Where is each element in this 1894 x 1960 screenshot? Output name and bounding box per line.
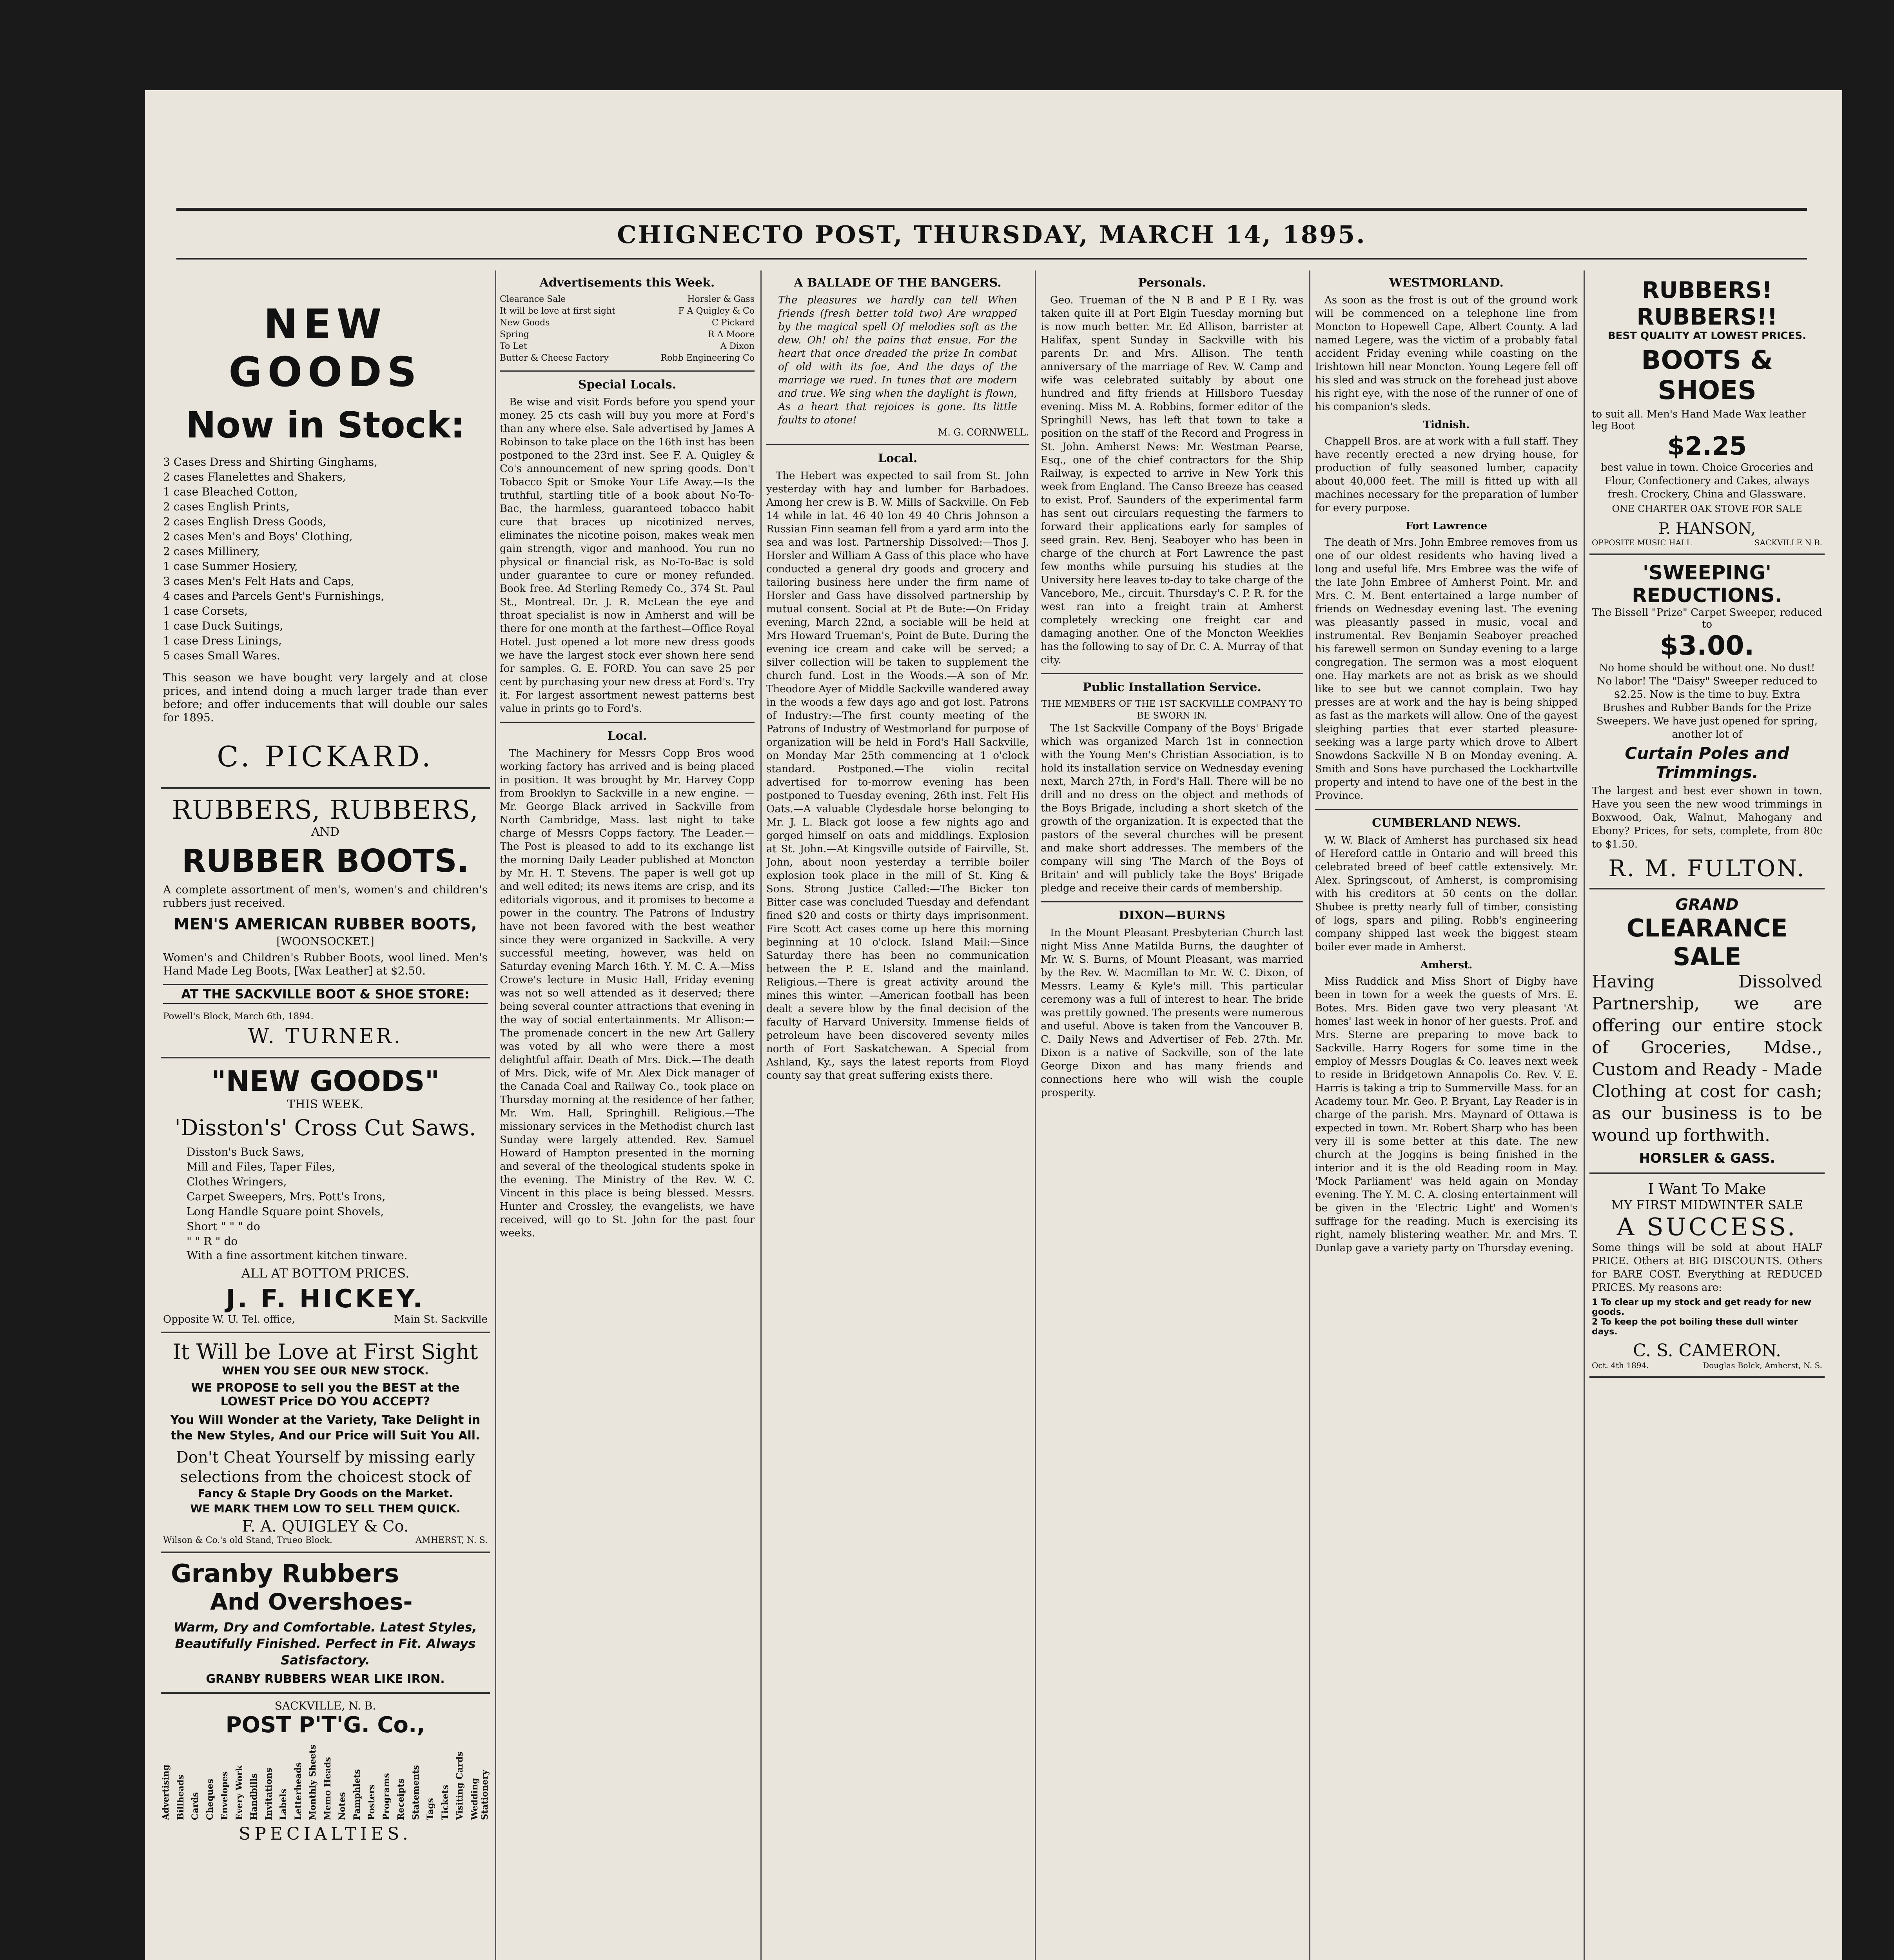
- ad-title: "NEW GOODS": [211, 1065, 440, 1098]
- advertisement-title: It will be love at first sight: [500, 306, 615, 316]
- section-heading: A BALLADE OF THE BANGERS.: [794, 276, 1001, 290]
- ad-date: Oct. 4th 1894.: [1592, 1361, 1649, 1370]
- ad-signature: F. A. QUIGLEY & Co.: [242, 1517, 409, 1535]
- section-heading: Fort Lawrence: [1405, 520, 1488, 532]
- ad-fancy: Fancy & Staple Dry Goods on the Market.: [198, 1487, 453, 1500]
- list-item: 1 case Bleached Cotton,: [163, 485, 298, 498]
- specialty-item: Billheads: [175, 1775, 186, 1820]
- ad-address: [1592, 538, 1822, 547]
- article-text: The Hebert was expected to sail from St. John yesterday with hay and lumber for Barbadoes. Among her crew is B. W. Mills of Sackville. On Feb 14 while in lat. 46 40 lon 49 40 Chris Johnson a Russian Finn seaman fell from a yard arm into the sea and was lost. Partnership Dissolved:—Thos J. Horsler and William A Gass of this place who have conducted a general dry goods and grocery and tailoring business here under the firm name of Horsler and Gass have dissolved partnership by mutual consent. Social at Pt de Bute:—On Friday evening, March 22nd, a sociable will be held at Mrs Howard Trueman's, Point de Bute. During the evening ice cream and cake will be served; a silver collection will be taken to supplement the church fund. Lost in the Woods.—A son of Mr. Theodore Ayer of Middle Sackville wandered away in the woods a few days ago and got lost. Patrons of Industry:—The first county meeting of the Patrons of Industry of Westmorland for purpose of organization will be held in Ford's Hall Sackville, on Monday Mar 25th commencing at 1 o'clock standard. Postponed.—The violin recital advertised for to-morrow evening has been postponed to Tuesday evening, 26th inst. Felt His Oats.—A valuable Clydesdale horse belonging to Mr. J. L. Black got loose a few nights ago and gorged himself on oats and middlings. Explosion at St. John.—At Kingsville outside of Fairville, St. John, about noon yesterday a terrible boiler explosion took place in the mill of St. King & Sons. Strong Justice Called:—The Bicker ton Bitter case was concluded Tuesday and defendant fined $20 and costs or thirty days imprisonment. Fire Scott Act cases come up here this morning beginning at 10 o'clock. Island Mail:—Since Saturday there has been no communication between the P. E. Island and the mainland. Religious.—There is great activity around the mines this winter. —American football has been dealt a severe blow by the final decision of the faculty of Harvard University. Immense fields of petroleum have been discovered seventy miles north of Fort Saskatchewan. A Special from Ashland, Ky., says the latest reports from Floyd county say that great suffering exists there.: [766, 470, 1029, 1082]
- ad-signature: R. M. FULTON.: [1608, 855, 1806, 882]
- article-text: The 1st Sackville Company of the Boys' Brigade which was organized March 1st in connection with the Young Men's Christian Association, is to hold its installation service on Wednesday evening next, March 27th, in Ford's Hall. There will be no drill and no dress on the object and methods of the Boys Brigade, including a short sketch of the growth of the organization. It is expected that the pastors of the several churches will be present and make short addresses. The members of the company will sing 'The March of the Boys of Britain' and will publicly take the Boys' Brigade pledge and receive their cards of membership.: [1041, 722, 1303, 894]
- ad-store: AT THE SACKVILLE BOOT & SHOE STORE:: [163, 984, 488, 1004]
- ad-mark: WE MARK THEM LOW TO SELL THEM QUICK.: [190, 1502, 461, 1515]
- advertiser-name: F A Quigley & Co: [678, 306, 755, 316]
- advertisement-title: Spring: [500, 330, 529, 339]
- section-subheading: THE MEMBERS OF THE 1ST SACKVILLE COMPANY TO BE SWORN IN.: [1041, 699, 1303, 721]
- specialty-item: Notes: [337, 1792, 348, 1820]
- specialty-item: Advertising: [161, 1764, 171, 1820]
- newspaper-page: [145, 90, 1842, 1960]
- ad-hanson: [1589, 270, 1825, 555]
- ad-text: The Bissell "Prize" Carpet Sweeper, reduced to: [1592, 607, 1822, 630]
- ad-title: It Will be Love at First Sight: [172, 1339, 478, 1364]
- ad-reason-1: 1 To clear up my stock and get ready for new goods.: [1592, 1298, 1811, 1317]
- advertisement-index: [500, 294, 755, 364]
- ad-subtitle: WHEN YOU SEE OUR NEW STOCK.: [222, 1364, 429, 1377]
- advertisement-title: Clearance Sale: [500, 294, 566, 304]
- ad-title: CLEARANCE SALE: [1626, 914, 1788, 971]
- list-item: Short " " " do: [187, 1220, 260, 1233]
- specialty-list: [161, 1742, 490, 1820]
- ad-subtitle: Now in Stock:: [185, 404, 465, 446]
- advertiser-name: A Dixon: [720, 341, 755, 351]
- section-heading: Amherst.: [1420, 959, 1473, 971]
- ad-signature: C. S. CAMERON.: [1633, 1341, 1782, 1361]
- divider: [500, 370, 755, 372]
- ad-date: Powell's Block, March 6th, 1894.: [163, 1011, 314, 1022]
- ad-saws: 'Disston's' Cross Cut Saws.: [174, 1115, 476, 1141]
- poem-signature: M. G. CORNWELL.: [938, 427, 1029, 438]
- column-rule: [1035, 270, 1036, 1960]
- list-item: " " R " do: [187, 1235, 238, 1248]
- list-item: 3 cases Men's Felt Hats and Caps,: [163, 575, 354, 588]
- advertisement-row: [500, 305, 755, 317]
- advertisement-row: [500, 294, 755, 305]
- divider: [1315, 809, 1578, 810]
- ad-post-printing: [161, 1694, 490, 1844]
- ad-first: MY FIRST MIDWINTER SALE: [1611, 1198, 1803, 1212]
- specialty-item: Tags: [425, 1798, 436, 1820]
- address-right: AMHERST, N. S.: [415, 1535, 488, 1545]
- article-text: Be wise and visit Fords before you spend your money. 25 cts cash will buy you more at Ford's than any where else. Sale advertised by James A Robinson to take place on the 16th inst has been postponed to the 23rd inst. See F. A. Quigley & Co's announcement of new spring goods. Don't Tobacco Spit or Smoke Your Life Away.—Is the truthful, startling title of a book about No-To-Bac, the harmless, guaranteed tobacco habit cure that braces up nicotinized nerves, eliminates the nicotine poison, makes weak men gain strength, vigor and manhood. You run no physical or financial risk, as No-To-Bac is sold under guarantee to cure or money refunded. Book free. Ad Sterling Remedy Co., 374 St. Paul St., Montreal. Dr. J. R. McLean the eye and throat specialist is now in Amherst and will be there for one month at the farthest—Office Royal Hotel. Just opened a lot more new dress goods we have the largest stock ever shown here send for samples. G. E. FORD. You can save 25 per cent by purchasing your new dress at Ford's. Try it. For largest assortment newest patterns best value in prints go to Ford's.: [500, 396, 755, 715]
- list-item: 4 cases and Parcels Gent's Furnishings,: [163, 590, 385, 603]
- ad-want: I Want To Make: [1648, 1180, 1766, 1198]
- article-text: Chappell Bros. are at work with a full staff. They have recently erected a new drying house, for production of fully seasoned lumber, capacity about 40,000 feet. The mill is fitted up with all machines necessary for the preparation of lumber for every purpose.: [1315, 436, 1578, 514]
- ad-hickey: [161, 1058, 490, 1333]
- ad-success: A SUCCESS.: [1616, 1212, 1798, 1241]
- advertisement-title: New Goods: [500, 318, 550, 328]
- ad-wonder: You Will Wonder at the Variety, Take Delight in the New Styles, And our Price will Suit You All.: [170, 1413, 481, 1443]
- article-text: The Machinery for Messrs Copp Bros wood working factory has arrived and is being placed in position. It was brought by Mr. Harvey Copp from Brooklyn to Sackville in a new engine. —Mr. George Black arrived in Sackville from North Cambridge, Mass. last night to take charge of Messrs Copps factory. The Leader.—The Post is pleased to add to its exchange list the morning Daily Leader published at Moncton by Mr. H. T. Stevens. The paper is well got up and well edited; its news items are crisp, and its editorials vigorous, and it promises to become a power in the country. The Patrons of Industry have not been favored with the best weather since they were organized in Sackville. A very successful meeting, however, was held on Saturday evening March 16th. Y. M. C. A.—Miss Crowe's lecture in Music Hall, Friday evening was not so well attended as it deserved; there being several counter attractions that evening in the way of social entertainments. Mr Allison:—The promenade concert in the new Art Gallery was voted by all who were there a most delightful affair. Death of Mrs. Dick.—The death of Mrs. Dick, wife of Mr. Alex Dick manager of the Canada Coal and Railway Co., took place on Thursday morning at the residence of her father, Mr. Wm. Hall, Springhill. Religious.—The missionary services in the Methodist church last Sunday were largely attended. Rev. Samuel Howard of Hampton presented in the morning and several of the theological students spoke in the evening. The Ministry of the Rev. W. C. Vincent in this place is being blessed. Messrs. Hunter and Crossley, the evangelists, we have received, will go to St. John for the past four weeks.: [500, 748, 755, 1239]
- specialty-item: Receipts: [396, 1779, 406, 1820]
- ad-text: best value in town. Choice Groceries and Flour, Confectionery and Cakes, always fresh. Crockery, China and Glassware.: [1600, 462, 1814, 500]
- advertisement-title: Butter & Cheese Factory: [500, 353, 609, 363]
- specialty-item: Cheques: [205, 1779, 215, 1820]
- list-item: Clothes Wringers,: [187, 1175, 287, 1188]
- ad-text: Some things will be sold at about HALF PRICE. Others at BIG DISCOUNTS. Others for BARE COST. Everything at REDUCED PRICES. My reasons are:: [1592, 1242, 1822, 1294]
- section-heading: Special Locals.: [578, 378, 677, 392]
- specialty-item: Tickets: [440, 1785, 450, 1820]
- list-item: 1 case Corsets,: [163, 604, 248, 617]
- column-4: [1041, 270, 1303, 1960]
- address-right: Douglas Bolck, Amherst, N. S.: [1703, 1361, 1822, 1370]
- specialty-item: Programs: [381, 1773, 392, 1820]
- ad-title: Granby Rubbers: [171, 1559, 399, 1588]
- ad-text: to suit all. Men's Hand Made Wax leather leg Boot: [1592, 408, 1807, 432]
- list-item: Long Handle Square point Shovels,: [187, 1205, 384, 1218]
- column-6-ads: [1589, 270, 1825, 1960]
- specialty-item: Letterheads: [293, 1762, 303, 1820]
- specialty-item: Invitations: [263, 1768, 274, 1820]
- ad-bottom: SPECIALTIES.: [239, 1824, 412, 1844]
- advertiser-name: C Pickard: [711, 318, 755, 328]
- ad-subtitle: And Overshoes-: [210, 1588, 413, 1615]
- ad-text: Having Dissolved Partnership, we are offering our entire stock of Groceries, Mdse., Custom and Ready - Made Clothing at cost for cash; as our business is to be wound up forthwith.: [1592, 972, 1822, 1145]
- ad-fulton: [1589, 555, 1825, 889]
- ad-address: [1592, 1361, 1822, 1370]
- list-item: 2 cases Millinery,: [163, 545, 260, 558]
- section-heading: Tidnish.: [1423, 419, 1470, 431]
- article-text: In the Mount Pleasant Presbyterian Church last night Miss Anne Matilda Burns, the daughter of Mr. W. S. Burns, of Mount Pleasant, was married by the Rev. W. Macmillan to Mr. W. C. Dixon, of Messrs. Leamy & Kyle's mill. This particular ceremony was a full of interest to hear. The bride was prettily gowned. The presents were numerous and useful. Above is taken from the Vancouver B. C. Daily News and Advertiser of Feb. 27th. Mr. Dixon is a native of Sackville, son of the late George Dixon and has many friends and connections here who will wish the couple prosperity.: [1041, 927, 1303, 1099]
- ad-text: The largest and best ever shown in town. Have you seen the new wood trimmings in Boxwood, Oak, Walnut, Mahogany and Ebony? Prices, for sets, complete, from 80c to $1.50.: [1592, 785, 1822, 850]
- section-heading: Personals.: [1138, 276, 1206, 290]
- ad-cheat: Don't Cheat Yourself by missing early selections from the choicest stock of: [176, 1448, 475, 1486]
- article-text: Miss Ruddick and Miss Short of Digby have been in town for a week the guests of Mrs. E. Botes. Mrs. Biden gave two very pleasant 'At homes' last week in honor of her guests. Prof. and Mrs. Sterne are preparing to move back to Sackville. Harry Rogers for some time in the employ of Messrs Douglas & Co. leaves next week to reside in Bridgetown Annapolis Co. Rev. V. E. Harris is taking a trip to Summerville Mass. for an Academy tour. Mr. Geo. P. Bryant, Lay Reader is in charge of the parish. Mrs. Maynard of Ottawa is expected in town. Mr. Robert Sharp who has been very ill is some better at this date. The new church at the Joggins is being finished in the interior and it is the old Reading room in May. 'Mock Parliament' was held again on Monday evening. The Y. M. C. A. closing entertainment will be given in the 'Electric Light' and Women's suffrage for the reading. Much is exercising its right, namely blistering weather. Mr. and Mrs. T. Dunlap gave a variety party on Thursday evening.: [1315, 976, 1578, 1254]
- ad-signature: HORSLER & GASS.: [1639, 1151, 1775, 1166]
- ad-text: No home should be without one. No dust! No labor! The "Daisy" Sweeper reduced to $2.25. Now is the time to buy. Extra Brushes and Rubber Bands for the Prize Sweepers. We have just opened for spring, another lot of: [1596, 662, 1818, 740]
- ad-signature: C. PICKARD.: [217, 740, 434, 773]
- ad-boots: BOOTS & SHOES: [1641, 345, 1773, 405]
- specialty-item: Pamphlets: [352, 1769, 362, 1820]
- divider: [1041, 901, 1303, 902]
- item-list: [163, 1145, 488, 1249]
- article-text: Geo. Trueman of the N B and P E I Ry. was taken quite ill at Port Elgin Tuesday morning but is now much better. Mr. Ed Allison, barrister at Halifax, spent Sunday in Sackville with his parents Dr. and Mrs. Allison. The tenth anniversary of the marriage of Rev. W. Camp and wife was celebrated suitably by about one hundred and fifty friends at Hillsboro Tuesday evening. Miss M. A. Robbins, former editor of the Springhill News, has left that town to take a position on the staff of the Record and Progress in St. John. Amherst News: Mr. Westman Pearse, Esq., one of the chief contractors for the Ship Railway, is expected to arrive in New York this week from England. The Canso Breeze has ceased to exist. Prof. Saunders of the experimental farm has sent out circulars requesting the farmers to forward their applications early for samples of seed grain. Rev. Benj. Seaboyer who has been in charge of the church at Fort Lawrence the past few months while pursuing his studies at the University here leaves to-day to take charge of the Vanceboro, Me., circuit. Thursday's C. P. R. for the west ran into a freight train at Amherst completely wrecking one freight car and damaging another. One of the Moncton Weeklies has the following to say of Dr. C. A. Murray of that city.: [1041, 294, 1303, 666]
- list-item: 2 cases English Prints,: [163, 500, 290, 513]
- ad-rubbers-turner: [161, 789, 490, 1058]
- ad-subtitle: BEST QUALITY AT LOWEST PRICES.: [1607, 330, 1807, 342]
- specialty-item: Monthly Sheets: [308, 1744, 318, 1820]
- advertiser-name: Horsler & Gass: [687, 294, 755, 304]
- ad-place: SACKVILLE, N. B.: [274, 1699, 376, 1712]
- section-heading: Local.: [878, 452, 918, 465]
- column-3: [766, 270, 1029, 1960]
- advertiser-name: R A Moore: [708, 330, 755, 339]
- column-rule: [495, 270, 496, 1960]
- ad-title: RUBBERS, RUBBERS,: [172, 795, 479, 825]
- list-item: Mill and Files, Taper Files,: [187, 1160, 336, 1173]
- ad-signature: P. HANSON,: [1658, 520, 1756, 538]
- advertisement-row: [500, 329, 755, 341]
- ad-text: A complete assortment of men's, women's and children's rubbers just received.: [163, 883, 488, 909]
- list-item: Disston's Buck Saws,: [187, 1145, 305, 1158]
- list-item: 3 Cases Dress and Shirting Ginghams,: [163, 456, 378, 468]
- column-5: [1315, 270, 1578, 1960]
- list-item: 1 case Summer Hosiery,: [163, 560, 298, 573]
- section-heading: Local.: [607, 729, 647, 743]
- ad-address: [163, 1535, 488, 1545]
- article-text: As soon as the frost is out of the ground work will be commenced on a telephone line from Moncton to Hopewell Cape, Albert County. A lad named Legere, was the victim of a probably fatal accident Friday evening while coasting on the Irishtown hill near Moncton. Young Legere fell off his sled and was struck on the forehead just above his right eye, with the nose of the runner of one of his companion's sleds.: [1315, 294, 1578, 413]
- ad-new-goods-pickard: [161, 270, 490, 789]
- list-item: 5 cases Small Wares.: [163, 649, 280, 662]
- specialty-item: Posters: [366, 1784, 377, 1820]
- divider: [1041, 673, 1303, 674]
- column-2: [500, 270, 755, 1960]
- ad-tag: GRANBY RUBBERS WEAR LIKE IRON.: [206, 1672, 445, 1686]
- list-item: 2 cases Men's and Boys' Clothing,: [163, 530, 353, 543]
- ad-quigley: [161, 1333, 490, 1553]
- ad-title: 'SWEEPING' REDUCTIONS.: [1632, 561, 1782, 607]
- list-item: 1 case Dress Linings,: [163, 634, 282, 647]
- ad-title: RUBBERS! RUBBERS!!: [1636, 277, 1778, 330]
- specialty-item: Wedding Stationery: [469, 1770, 490, 1820]
- specialty-item: Visiting Cards: [455, 1751, 465, 1820]
- specialty-item: Envelopes: [220, 1771, 230, 1820]
- ad-and: AND: [311, 825, 339, 839]
- ad-reason-2: 2 To keep the pot boiling these dull winter days.: [1592, 1317, 1798, 1337]
- ad-price: $2.25: [1667, 432, 1747, 461]
- divider: [500, 722, 755, 723]
- article-text: The death of Mrs. John Embree removes from us one of our oldest residents who having lived a long and useful life. Mrs Embree was the wife of the late John Embree of Amherst Point. Mr. and Mrs. C. M. Bent entertained a large number of friends on Wednesday evening last. The evening was pleasantly passed in music, vocal and instrumental. Rev Benjamin Seaboyer preached his farewell sermon on Sunday evening to a large congregation. The sermon was a most eloquent one. Hay markets are not as brisk as we should like to see but we cannot complain. Two hay presses are at work and the hay is being shipped as fast as the markets will allow. One of the gayest sleighing parties that ever started pleasure-seeking was a large party which drove to Albert Snowdons Sackville N B on Monday evening. A. Smith and Sons have purchased the Lockhartville property and intend to have one of the best in the Province.: [1315, 537, 1578, 802]
- column-rule: [1584, 270, 1585, 1960]
- advertisement-title: To Let: [500, 341, 527, 351]
- ad-cameron: [1589, 1174, 1825, 1378]
- advertisement-row: [500, 352, 755, 364]
- ad-grand: GRAND: [1675, 896, 1739, 914]
- address-left: OPPOSITE MUSIC HALL: [1592, 538, 1692, 547]
- specialty-item: Handbills: [249, 1773, 259, 1820]
- ad-horsler-gass: [1589, 889, 1825, 1174]
- section-heading: WESTMORLAND.: [1389, 276, 1504, 290]
- list-item: Carpet Sweepers, Mrs. Pott's Irons,: [187, 1190, 386, 1203]
- ad-subtitle: RUBBER BOOTS.: [181, 843, 469, 879]
- ad-stove: ONE CHARTER OAK STOVE FOR SALE: [1612, 503, 1802, 514]
- list-item: 2 cases English Dress Goods,: [163, 515, 327, 528]
- ad-curtain: Curtain Poles and Trimmings.: [1625, 744, 1789, 782]
- ad-signature: W. TURNER.: [248, 1025, 403, 1048]
- section-heading: Advertisements this Week.: [539, 276, 715, 290]
- ad-propose: WE PROPOSE to sell you the BEST at the LOWEST Price DO YOU ACCEPT?: [191, 1381, 460, 1408]
- specialty-item: Memo Heads: [322, 1757, 333, 1820]
- section-heading: DIXON—BURNS: [1119, 909, 1225, 922]
- masthead: CHIGNECTO POST, THURSDAY, MARCH 14, 1895.: [176, 208, 1807, 260]
- ad-text: This season we have bought very largely and at close prices, and intend doing a much larger trade than ever before; and offer inducements that will double our sales for 1895.: [163, 671, 488, 724]
- address-right: SACKVILLE N B.: [1754, 538, 1822, 547]
- ad-brand: [WOONSOCKET.]: [276, 935, 374, 948]
- address-left: Wilson & Co.'s old Stand, Trueo Block.: [163, 1535, 332, 1545]
- advertisement-row: [500, 317, 755, 329]
- list-item: 2 cases Flanelettes and Shakers,: [163, 470, 346, 483]
- ad-text: Warm, Dry and Comfortable. Latest Styles, Beautifully Finished. Perfect in Fit. Always Satisfactory.: [174, 1620, 477, 1668]
- ad-week: THIS WEEK.: [287, 1098, 364, 1111]
- section-heading: Public Installation Service.: [1083, 681, 1261, 694]
- article-text: W. W. Black of Amherst has purchased six head of Hereford cattle in Ontario and will breed this celebrated breed of beef cattle extensively. Mr. Alex. Springscout, of Amherst, is compromising with his creditors at 50 cents on the dollar. Shubee is pretty nearly full of timber, consisting of logs, spars and piling. Robb's engineering company shipped last week the biggest steam boiler ever made in Amherst.: [1315, 835, 1578, 953]
- column-rule: [1309, 270, 1310, 1960]
- ad-heading: MEN'S AMERICAN RUBBER BOOTS,: [174, 915, 477, 933]
- ad-text: With a fine assortment kitchen tinware.: [187, 1249, 408, 1262]
- ad-prices: ALL AT BOTTOM PRICES.: [241, 1266, 410, 1281]
- specialty-item: Statements: [410, 1765, 421, 1820]
- address-right: Main St. Sackville: [394, 1314, 488, 1325]
- ad-text: Women's and Children's Rubber Boots, wool lined. Men's Hand Made Leg Boots, [Wax Leather] at $2.50.: [163, 951, 488, 977]
- specialty-item: Cards: [190, 1792, 201, 1820]
- ad-title: NEW GOODS: [229, 300, 422, 396]
- address-left: Opposite W. U. Tel. office,: [163, 1314, 295, 1325]
- column-1-ads: [161, 270, 490, 1960]
- ad-title: POST P'T'G. Co.,: [225, 1712, 425, 1738]
- section-heading: CUMBERLAND NEWS.: [1372, 816, 1521, 830]
- ad-price: $3.00.: [1660, 630, 1754, 661]
- ad-granby: [161, 1553, 490, 1694]
- advertisement-row: [500, 341, 755, 352]
- item-list: [163, 455, 488, 663]
- divider: [766, 444, 1029, 445]
- ad-address: [163, 1314, 488, 1325]
- specialty-item: Labels: [278, 1789, 289, 1820]
- advertiser-name: Robb Engineering Co: [660, 353, 755, 363]
- specialty-item: Every Work: [234, 1765, 245, 1820]
- column-rule: [760, 270, 762, 1960]
- poem-text: The pleasures we hardly can tell When friends (fresh better told two) Are wrapped by the magical spell Of melodies soft as the dew. Oh! oh! the pains that ensue. For the heart that once dreaded the prize In combat of old with its foe, And the days of the marriage we rued. In tunes that are modern and true. We sing when the daylight is flown, As a heart that rejoices is gone. Its little faults to atone!: [778, 294, 1017, 426]
- list-item: 1 case Duck Suitings,: [163, 619, 283, 632]
- ad-signature: J. F. HICKEY.: [226, 1285, 425, 1314]
